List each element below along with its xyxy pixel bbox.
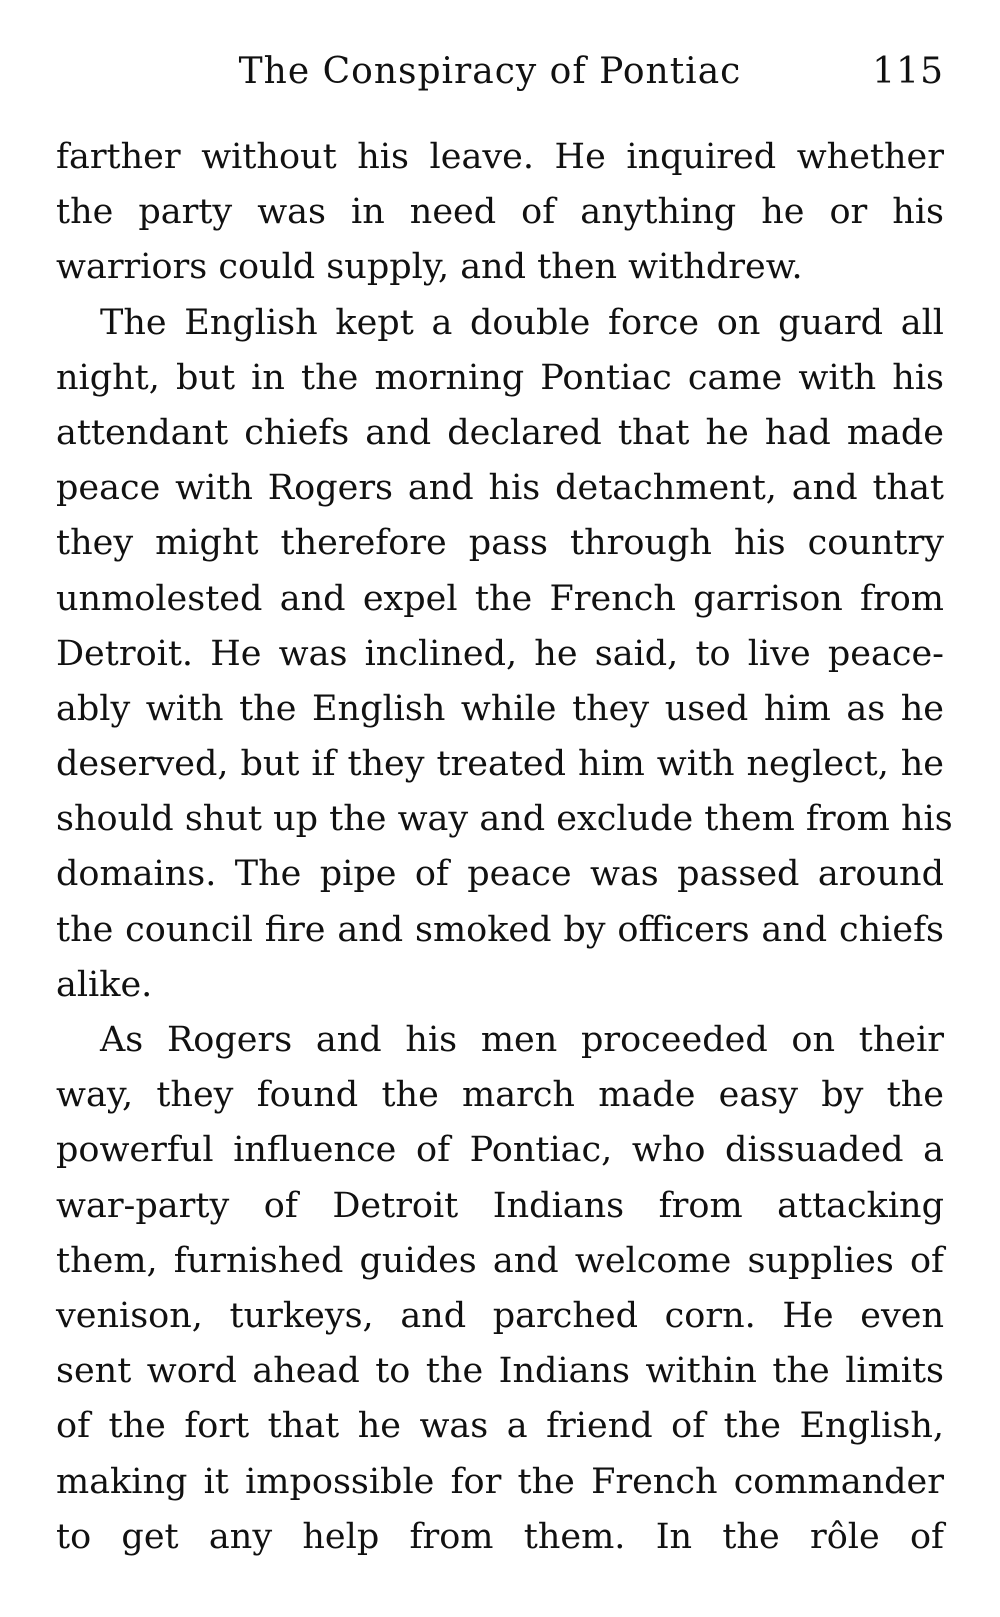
text-line: way, they found the march made easy by the xyxy=(56,1075,944,1116)
page-number: 115 xyxy=(872,51,944,92)
body-text xyxy=(56,130,953,1565)
text-line: night, but in the morning Pontiac came with his xyxy=(56,357,944,398)
text-line: them, furnished guides and welcome supplies of xyxy=(56,1240,944,1281)
text-line: ably with the English while they used him as he xyxy=(56,688,944,729)
text-line: deserved, but if they treated him with neglect, he xyxy=(56,744,944,785)
text-line: the council fire and smoked by officers and chiefs xyxy=(56,909,944,950)
text-line: alike. xyxy=(56,964,153,1005)
paragraph-first-line: As Rogers and his men proceeded on their xyxy=(100,1020,944,1060)
text-line: Detroit. He was inclined, he said, to live peace- xyxy=(56,633,944,674)
text-line: making it impossible for the French commander xyxy=(56,1461,944,1502)
text-line: powerful influence of Pontiac, who dissuaded a xyxy=(56,1130,944,1171)
paragraph-first-line: The English kept a double force on guard all xyxy=(100,302,944,343)
text-line: unmolested and expel the French garrison from xyxy=(56,578,944,619)
text-line: warriors could supply, and then withdrew. xyxy=(56,247,803,288)
running-title: The Conspiracy of Pontiac xyxy=(238,51,742,92)
text-line: farther without his leave. He inquired whether xyxy=(56,137,944,177)
text-line: of the fort that he was a friend of the English, xyxy=(56,1406,944,1447)
running-head xyxy=(56,42,944,102)
text-line: sent word ahead to the Indians within the limits xyxy=(56,1351,944,1392)
text-line: attendant chiefs and declared that he had made xyxy=(56,412,944,453)
text-line: should shut up the way and exclude them from his xyxy=(56,799,953,840)
text-line: they might therefore pass through his country xyxy=(56,523,944,564)
text-line: the party was in need of anything he or his xyxy=(56,192,944,233)
text-line: domains. The pipe of peace was passed around xyxy=(56,854,944,895)
text-line: war-party of Detroit Indians from attacking xyxy=(56,1185,944,1226)
text-line: venison, turkeys, and parched corn. He even xyxy=(56,1295,944,1336)
text-line: to get any help from them. In the rôle of xyxy=(56,1516,944,1557)
text-line: peace with Rogers and his detachment, and that xyxy=(56,468,944,509)
